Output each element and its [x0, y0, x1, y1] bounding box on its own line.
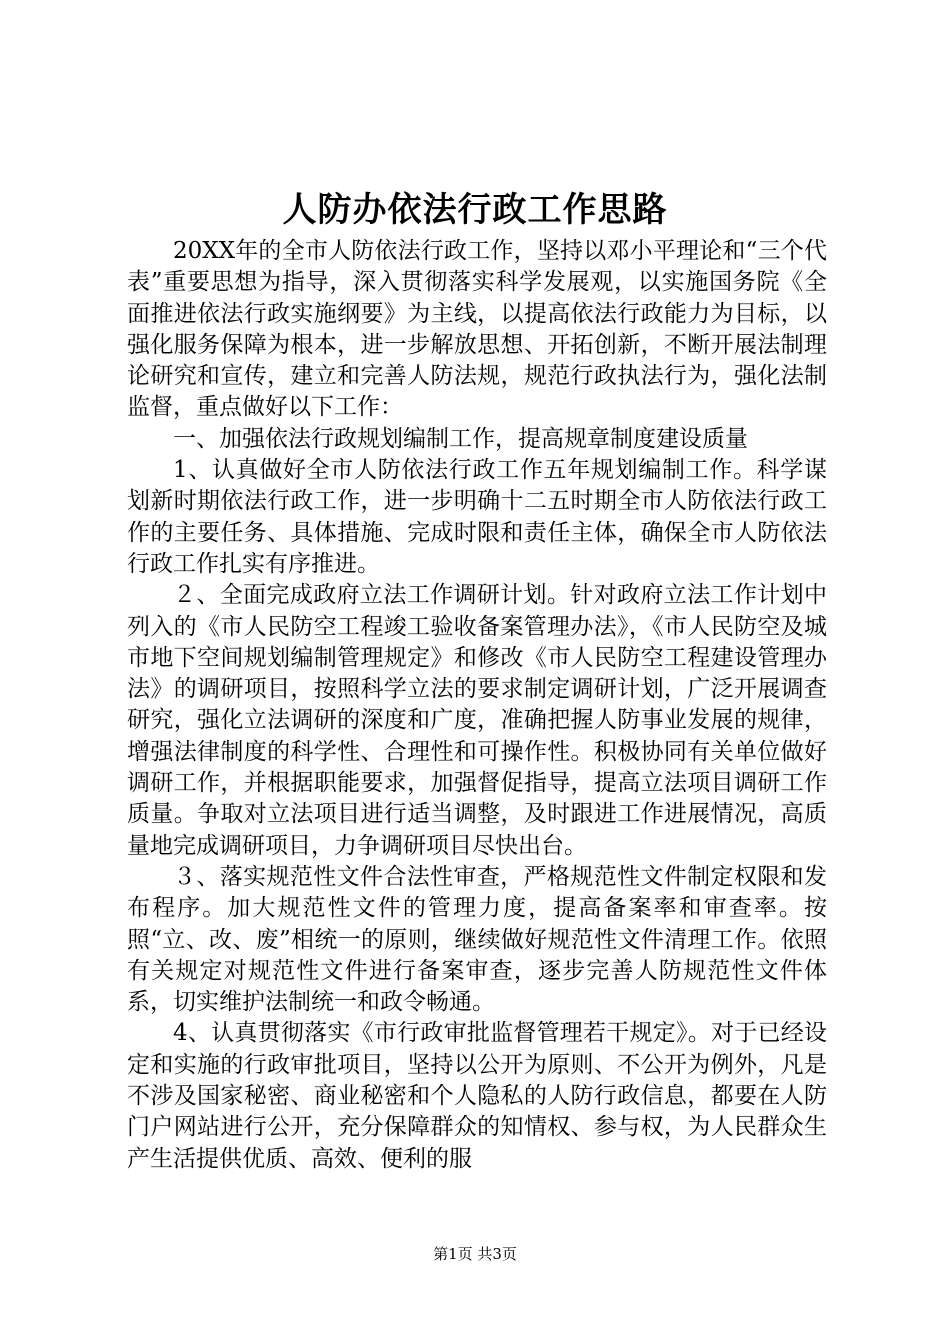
item-paragraph-1: 1、认真做好全市人防依法行政工作五年规划编制工作。科学谋划新时期依法行政工作，进一步明确十二五时期全市人防依法行政工作的主要任务、具体措施、完成时限和责任主体，确保全市人防依法行政工作扎实有序推进。	[127, 457, 827, 577]
section-heading-1: 一、加强依法行政规划编制工作，提高规章制度建设质量	[173, 425, 748, 452]
document-title: 人防办依法行政工作思路	[282, 190, 668, 230]
item-paragraph-3: ３、落实规范性文件合法性审查，严格规范性文件制定权限和发布程序。加大规范性文件的管理力度，提高备案率和审查率。按照“立、改、废”相统一的原则，继续做好规范性文件清理工作。依照有关规定对规范性文件进行备案审查，逐步完善人防规范性文件体系，切实维护法制统一和政令畅通。	[127, 863, 827, 1016]
intro-paragraph: 20XX年的全市人防依法行政工作，坚持以邓小平理论和“三个代表”重要思想为指导，深入贯彻落实科学发展观，以实施国务院《全面推进依法行政实施纲要》为主线，以提高依法行政能力为目标，以强化服务保障为根本，进一步解放思想、开拓创新，不断开展法制理论研究和宣传，建立和完善人防法规，规范行政执法行为，强化法制监督，重点做好以下工作：	[127, 238, 827, 421]
item-paragraph-4: 4、认真贯彻落实《市行政审批监督管理若干规定》。对于已经设定和实施的行政审批项目，坚持以公开为原则、不公开为例外，凡是不涉及国家秘密、商业秘密和个人隐私的人防行政信息，都要在人防门户网站进行公开，充分保障群众的知情权、参与权，为人民群众生产生活提供优质、高效、便利的服	[127, 1020, 827, 1172]
page-number-footer: 第1页 共3页	[433, 1245, 517, 1263]
document-body	[127, 236, 827, 1175]
item-paragraph-2: ２、全面完成政府立法工作调研计划。针对政府立法工作计划中列入的《市人民防空工程竣工验收备案管理办法》，《市人民防空及城市地下空间规划编制管理规定》和修改《市人民防空工程建设管理办法》的调研项目，按照科学立法的要求制定调研计划，广泛开展调查研究，强化立法调研的深度和广度，准确把握人防事业发展的规律，增强法律制度的科学性、合理性和可操作性。积极协同有关单位做好调研工作，并根据职能要求，加强督促指导，提高立法项目调研工作质量。争取对立法项目进行适当调整，及时跟进工作进展情况，高质量地完成调研项目，力争调研项目尽快出台。	[127, 582, 827, 859]
